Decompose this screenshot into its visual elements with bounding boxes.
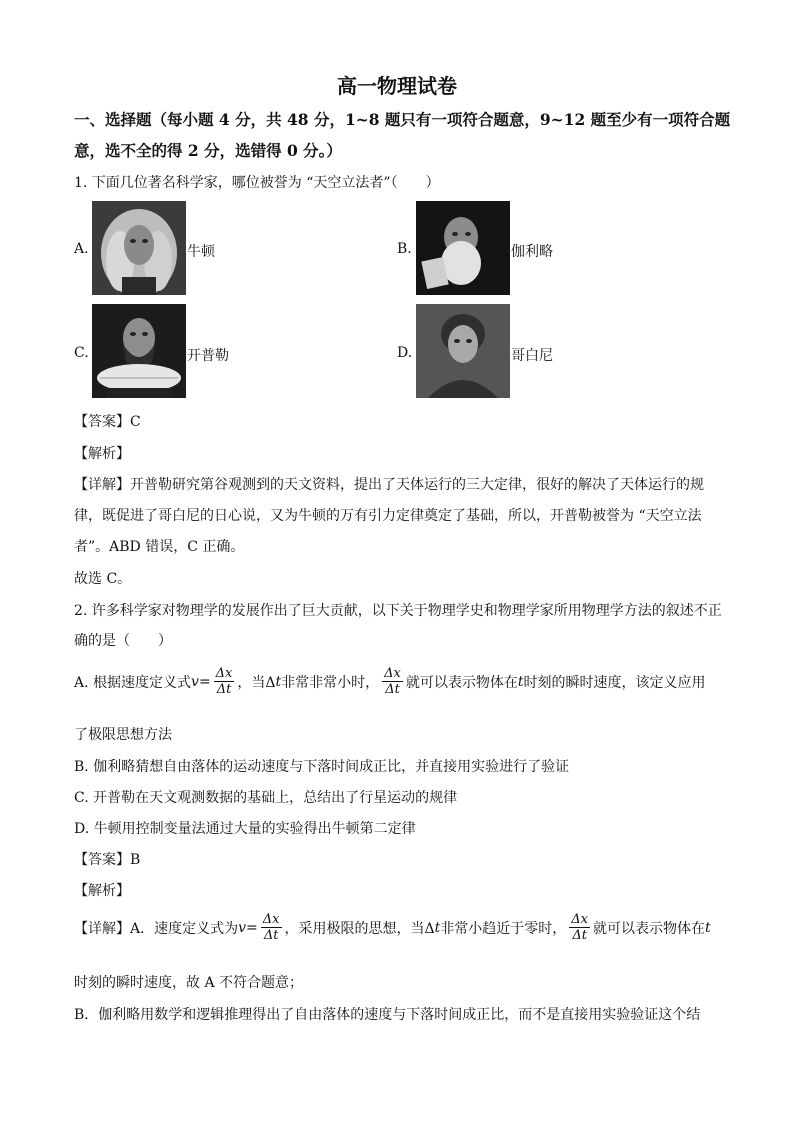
delta-x-over-delta-t-fraction (382, 666, 403, 697)
equals-sign: = (198, 673, 211, 690)
fraction-numerator: Δx (215, 666, 233, 681)
q2-detail-b-line1: B．伽利略用数学和逻辑推理得出了自由落体的速度与下落时间成正比，而不是直接用实验验证这个结 (74, 1007, 701, 1023)
time-symbol: t (434, 919, 441, 936)
time-symbol: t (517, 673, 524, 690)
delta-x-over-delta-t-fraction (569, 912, 590, 943)
q2-stem-line2: 确的是（ ） (74, 633, 172, 649)
velocity-symbol: v (238, 919, 247, 936)
q2-analysis-label: 【解析】 (74, 883, 130, 899)
q2-option-a-text5: 时刻的瞬时速度，该定义应用 (523, 674, 706, 691)
q1-option-a-letter: A. (74, 241, 89, 257)
q1-option-d-letter: D. (397, 345, 413, 361)
q2-detail-a-text2: ，采用极限的思想，当Δ (284, 920, 435, 937)
newton-portrait-icon (92, 201, 186, 295)
section-header-line1: 一、选择题（每小题 4 分，共 48 分，1~8 题只有一项符合题意，9~12 题至少有一项符合题 (74, 110, 731, 129)
q2-stem-line1: 2. 许多科学家对物理学的发展作出了巨大贡献，以下关于物理学史和物理学家所用物理学方法的叙述不正 (74, 603, 722, 619)
q1-analysis-label: 【解析】 (74, 446, 130, 462)
velocity-symbol: v (191, 673, 199, 690)
q2-option-d: D. 牛顿用控制变量法通过大量的实验得出牛顿第二定律 (74, 821, 416, 837)
equals-sign: = (246, 919, 258, 936)
fraction-numerator: Δx (384, 666, 401, 681)
fraction-denominator: Δt (263, 928, 279, 943)
q1-detail-line2: 律，既促进了哥白尼的日心说，又为牛顿的万有引力定律奠定了基础，所以，开普勒被誉为 “天空立法 (74, 508, 702, 524)
delta-x-over-delta-t-fraction (214, 666, 235, 697)
fraction-numerator: Δx (262, 912, 280, 927)
q2-option-a-text4: 就可以表示物体在 (405, 674, 518, 691)
time-symbol: t (275, 673, 282, 690)
galileo-portrait-icon (416, 201, 510, 295)
q1-option-b-letter: B. (397, 241, 412, 257)
fraction-denominator: Δt (216, 682, 232, 697)
q1-detail-line1: 【详解】开普勒研究第谷观测到的天文资料，提出了天体运行的三大定律，很好的解决了天体运行的规 (74, 477, 704, 493)
q1-conclusion: 故选 C。 (74, 571, 132, 587)
q1-option-c-letter: C. (74, 345, 89, 361)
fraction-denominator: Δt (385, 682, 400, 697)
q2-option-a-line1 (74, 666, 706, 697)
q2-option-c: C. 开普勒在天文观测数据的基础上，总结出了行星运动的规律 (74, 790, 458, 806)
q1-option-a-name: 牛顿 (187, 244, 215, 260)
kepler-portrait-icon (92, 304, 186, 398)
q1-stem: 1. 下面几位著名科学家，哪位被誉为 “天空立法者”（ ） (74, 175, 440, 191)
page-title: 高一物理试卷 (337, 74, 457, 98)
time-symbol: t (705, 919, 711, 936)
q2-detail-a-text3: 非常小趋近于零时， (440, 920, 567, 937)
delta-x-over-delta-t-fraction (261, 912, 282, 943)
q1-answer: 【答案】C (74, 414, 141, 430)
q1-option-d-name: 哥白尼 (511, 348, 553, 364)
q1-option-c-name: 开普勒 (187, 348, 229, 364)
fraction-denominator: Δt (572, 928, 587, 943)
q2-option-b: B. 伽利略猜想自由落体的运动速度与下落时间成正比，并直接用实验进行了验证 (74, 759, 570, 775)
q2-detail-a-text1: 【详解】A．速度定义式为 (74, 920, 239, 937)
q2-detail-a-line2: 时刻的瞬时速度，故 A 不符合题意； (74, 975, 304, 991)
q2-detail-a-line1 (74, 912, 711, 943)
q2-option-a-text2: ，当Δ (237, 674, 276, 691)
q2-option-a-line2: 了极限思想方法 (74, 727, 172, 743)
q2-detail-a-text4: 就可以表示物体在 (593, 920, 706, 937)
q1-detail-line3: 者”。ABD 错误，C 正确。 (74, 539, 245, 555)
copernicus-portrait-icon (416, 304, 510, 398)
q2-option-a-text3: 非常非常小时， (281, 674, 380, 691)
fraction-numerator: Δx (571, 912, 589, 927)
q2-answer: 【答案】B (74, 852, 141, 868)
q1-option-b-name: 伽利略 (511, 244, 553, 260)
section-header-line2: 意，选不全的得 2 分，选错得 0 分。） (74, 141, 342, 160)
q2-option-a-text1: A. 根据速度定义式 (74, 674, 192, 691)
